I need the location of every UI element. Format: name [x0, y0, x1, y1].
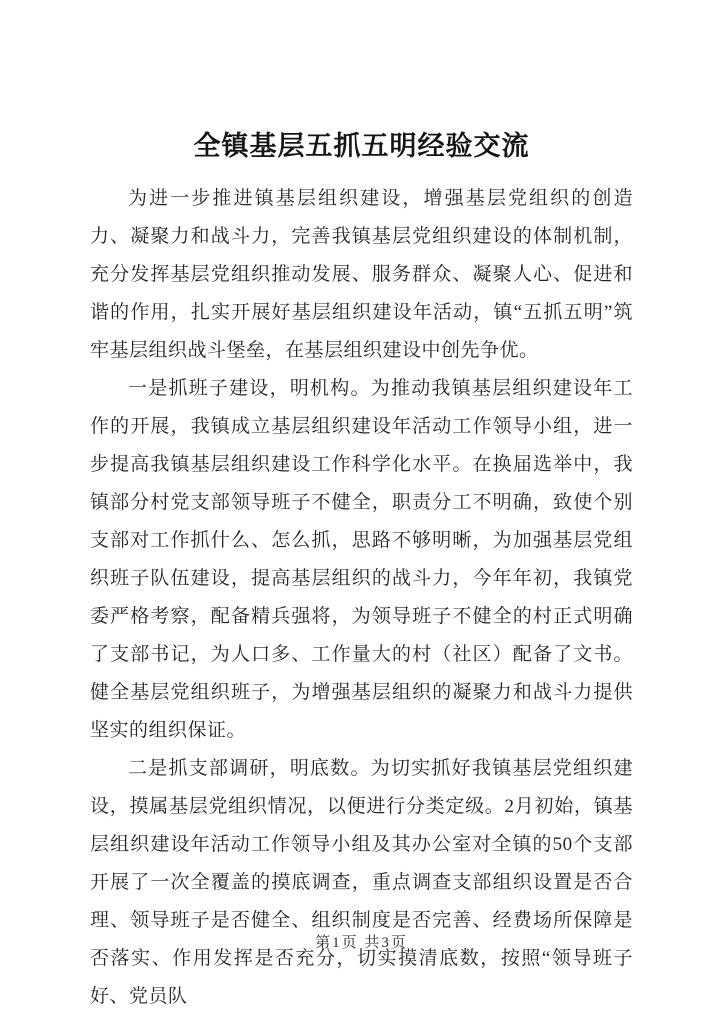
document-content: [90, 124, 633, 1016]
paragraph-point-one: 一是抓班子建设，明机构。为推动我镇基层组织建设年工作的开展，我镇成立基层组织建设年活动工作领导小组，进一步提高我镇基层组织建设工作科学化水平。在换届选举中，我镇部分村党支部领导班子不健全，职责分工不明确，致使个别支部对工作抓什么、怎么抓，思路不够明晰，为加强基层党组织班子队伍建设，提高基层组织的战斗力，今年年初，我镇党委严格考察，配备精兵强将，为领导班子不健全的村正式明确了支部书记，为人口多、工作量大的村（社区）配备了文书。健全基层党组织班子，为增强基层组织的凝聚力和战斗力提供坚实的组织保证。: [90, 378, 633, 741]
paragraph-point-two: 二是抓支部调研，明底数。为切实抓好我镇基层党组织建设，摸属基层党组织情况，以便进行分类定级。2月初始，镇基层组织建设年活动工作领导小组及其办公室对全镇的50个支部开展了一次全覆盖的摸底调查，重点调查支部组织设置是否合理、领导班子是否健全、组织制度是否完善、经费场所保障是否落实、作用发挥是否充分，切实摸清底数，按照“领导班子好、党员队: [90, 758, 633, 1007]
paragraph-intro: 为进一步推进镇基层组织建设，增强基层党组织的创造力、凝聚力和战斗力，完善我镇基层党组织建设的体制机制，充分发挥基层党组织推动发展、服务群众、凝聚人心、促进和谐的作用，扎实开展好基层组织建设年活动，镇“五抓五明”筑牢基层组织战斗堡垒，在基层组织建设中创先争优。: [90, 188, 633, 361]
document-title: 全镇基层五抓五明经验交流: [193, 131, 530, 161]
page-number-footer: 第1页 共3页: [315, 935, 408, 951]
